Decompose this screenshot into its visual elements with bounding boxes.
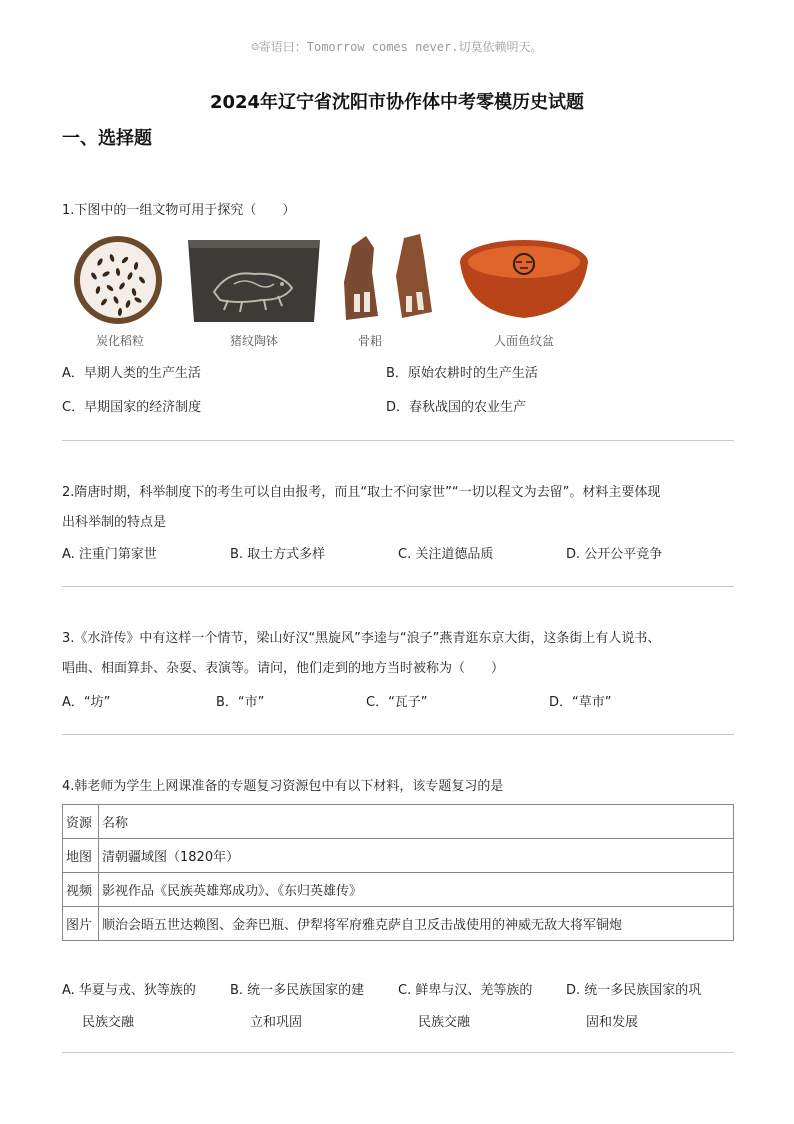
table-cell: 影视作品《民族英雄郑成功》、《东归英雄传》 <box>99 873 734 907</box>
q3-option-d[interactable]: D．“草市” <box>549 695 612 710</box>
question-3-line-2: 唱曲、相面算卦、杂耍、表演等。请问，他们走到的地方当时被称为（ ） <box>62 661 505 676</box>
q1-option-b[interactable]: B．原始农耕时的生产生活 <box>386 366 538 381</box>
q1-option-a[interactable]: A．早期人类的生产生活 <box>62 366 201 381</box>
table-row <box>63 839 734 873</box>
bone-spade-image <box>340 232 460 328</box>
q4-option-d-line-1[interactable]: D. 统一多民族国家的巩 <box>566 983 702 998</box>
question-2-line-1: 2.隋唐时期，科举制度下的考生可以自由报考，而且“取士不问家世”“一切以程文为去留”。材料主要体现 <box>62 485 661 500</box>
table-cell: 资源 <box>63 805 99 839</box>
question-2-line-2: 出科举制的特点是 <box>62 515 167 530</box>
section-heading: 一、选择题 <box>62 128 152 149</box>
q2-option-b[interactable]: B. 取士方式多样 <box>230 547 326 562</box>
table-row <box>63 873 734 907</box>
rice-grains-image <box>70 230 170 330</box>
divider <box>62 734 734 735</box>
q1-option-c[interactable]: C．早期国家的经济制度 <box>62 400 202 415</box>
table-cell: 图片 <box>63 907 99 941</box>
page-title: 2024年辽宁省沈阳市协作体中考零模历史试题 <box>209 92 585 113</box>
table-cell: 名称 <box>99 805 734 839</box>
table-cell: 清朝疆域图（1820年） <box>99 839 734 873</box>
q3-option-b[interactable]: B．“市” <box>216 695 265 710</box>
q3-option-a[interactable]: A．“坊” <box>62 695 111 710</box>
table-row <box>63 907 734 941</box>
q4-option-b-line-2[interactable]: 立和巩固 <box>250 1015 303 1030</box>
caption-rice: 炭化稻粒 <box>95 334 144 348</box>
fish-face-basin-image <box>456 234 592 324</box>
q4-option-b-line-1[interactable]: B. 统一多民族国家的建 <box>230 983 365 998</box>
table-cell: 顺治会晤五世达赖图、金奔巴瓶、伊犁将军府雅克萨自卫反击战使用的神威无敌大将军铜炮 <box>99 907 734 941</box>
table-row <box>63 805 734 839</box>
q4-option-a-line-1[interactable]: A. 华夏与戎、狄等族的 <box>62 983 196 998</box>
caption-bone-spade: 骨耜 <box>357 334 382 348</box>
q2-option-d[interactable]: D. 公开公平竞争 <box>566 547 663 562</box>
table-cell: 视频 <box>63 873 99 907</box>
caption-basin: 人面鱼纹盆 <box>493 334 554 348</box>
q4-option-c-line-1[interactable]: C. 鲜卑与汉、羌等族的 <box>398 983 533 998</box>
q1-option-d[interactable]: D．春秋战国的农业生产 <box>386 400 527 415</box>
q4-option-d-line-2[interactable]: 固和发展 <box>586 1015 639 1030</box>
pig-pattern-pottery-image <box>184 234 324 330</box>
q4-option-a-line-2[interactable]: 民族交融 <box>82 1015 135 1030</box>
header-note: ☺寄语曰：Tomorrow comes never.切莫依赖明天。 <box>251 40 543 54</box>
table-cell: 地图 <box>63 839 99 873</box>
q2-option-a[interactable]: A. 注重门第家世 <box>62 547 157 562</box>
q2-option-c[interactable]: C. 关注道德品质 <box>398 547 494 562</box>
question-3-line-1: 3.《水浒传》中有这样一个情节，梁山好汉“黑旋风”李逵与“浪子”燕青逛东京大街，这条街上有人说书、 <box>62 631 661 646</box>
q3-option-c[interactable]: C．“瓦子” <box>366 695 428 710</box>
resource-table <box>62 804 734 941</box>
question-4-text: 4.韩老师为学生上网课准备的专题复习资源包中有以下材料，该专题复习的是 <box>62 779 504 794</box>
divider <box>62 440 734 441</box>
caption-pottery: 猪纹陶钵 <box>229 334 278 348</box>
question-1-text: 1.下图中的一组文物可用于探究（ ） <box>62 203 296 218</box>
q4-option-c-line-2[interactable]: 民族交融 <box>418 1015 471 1030</box>
divider <box>62 586 734 587</box>
divider <box>62 1052 734 1053</box>
